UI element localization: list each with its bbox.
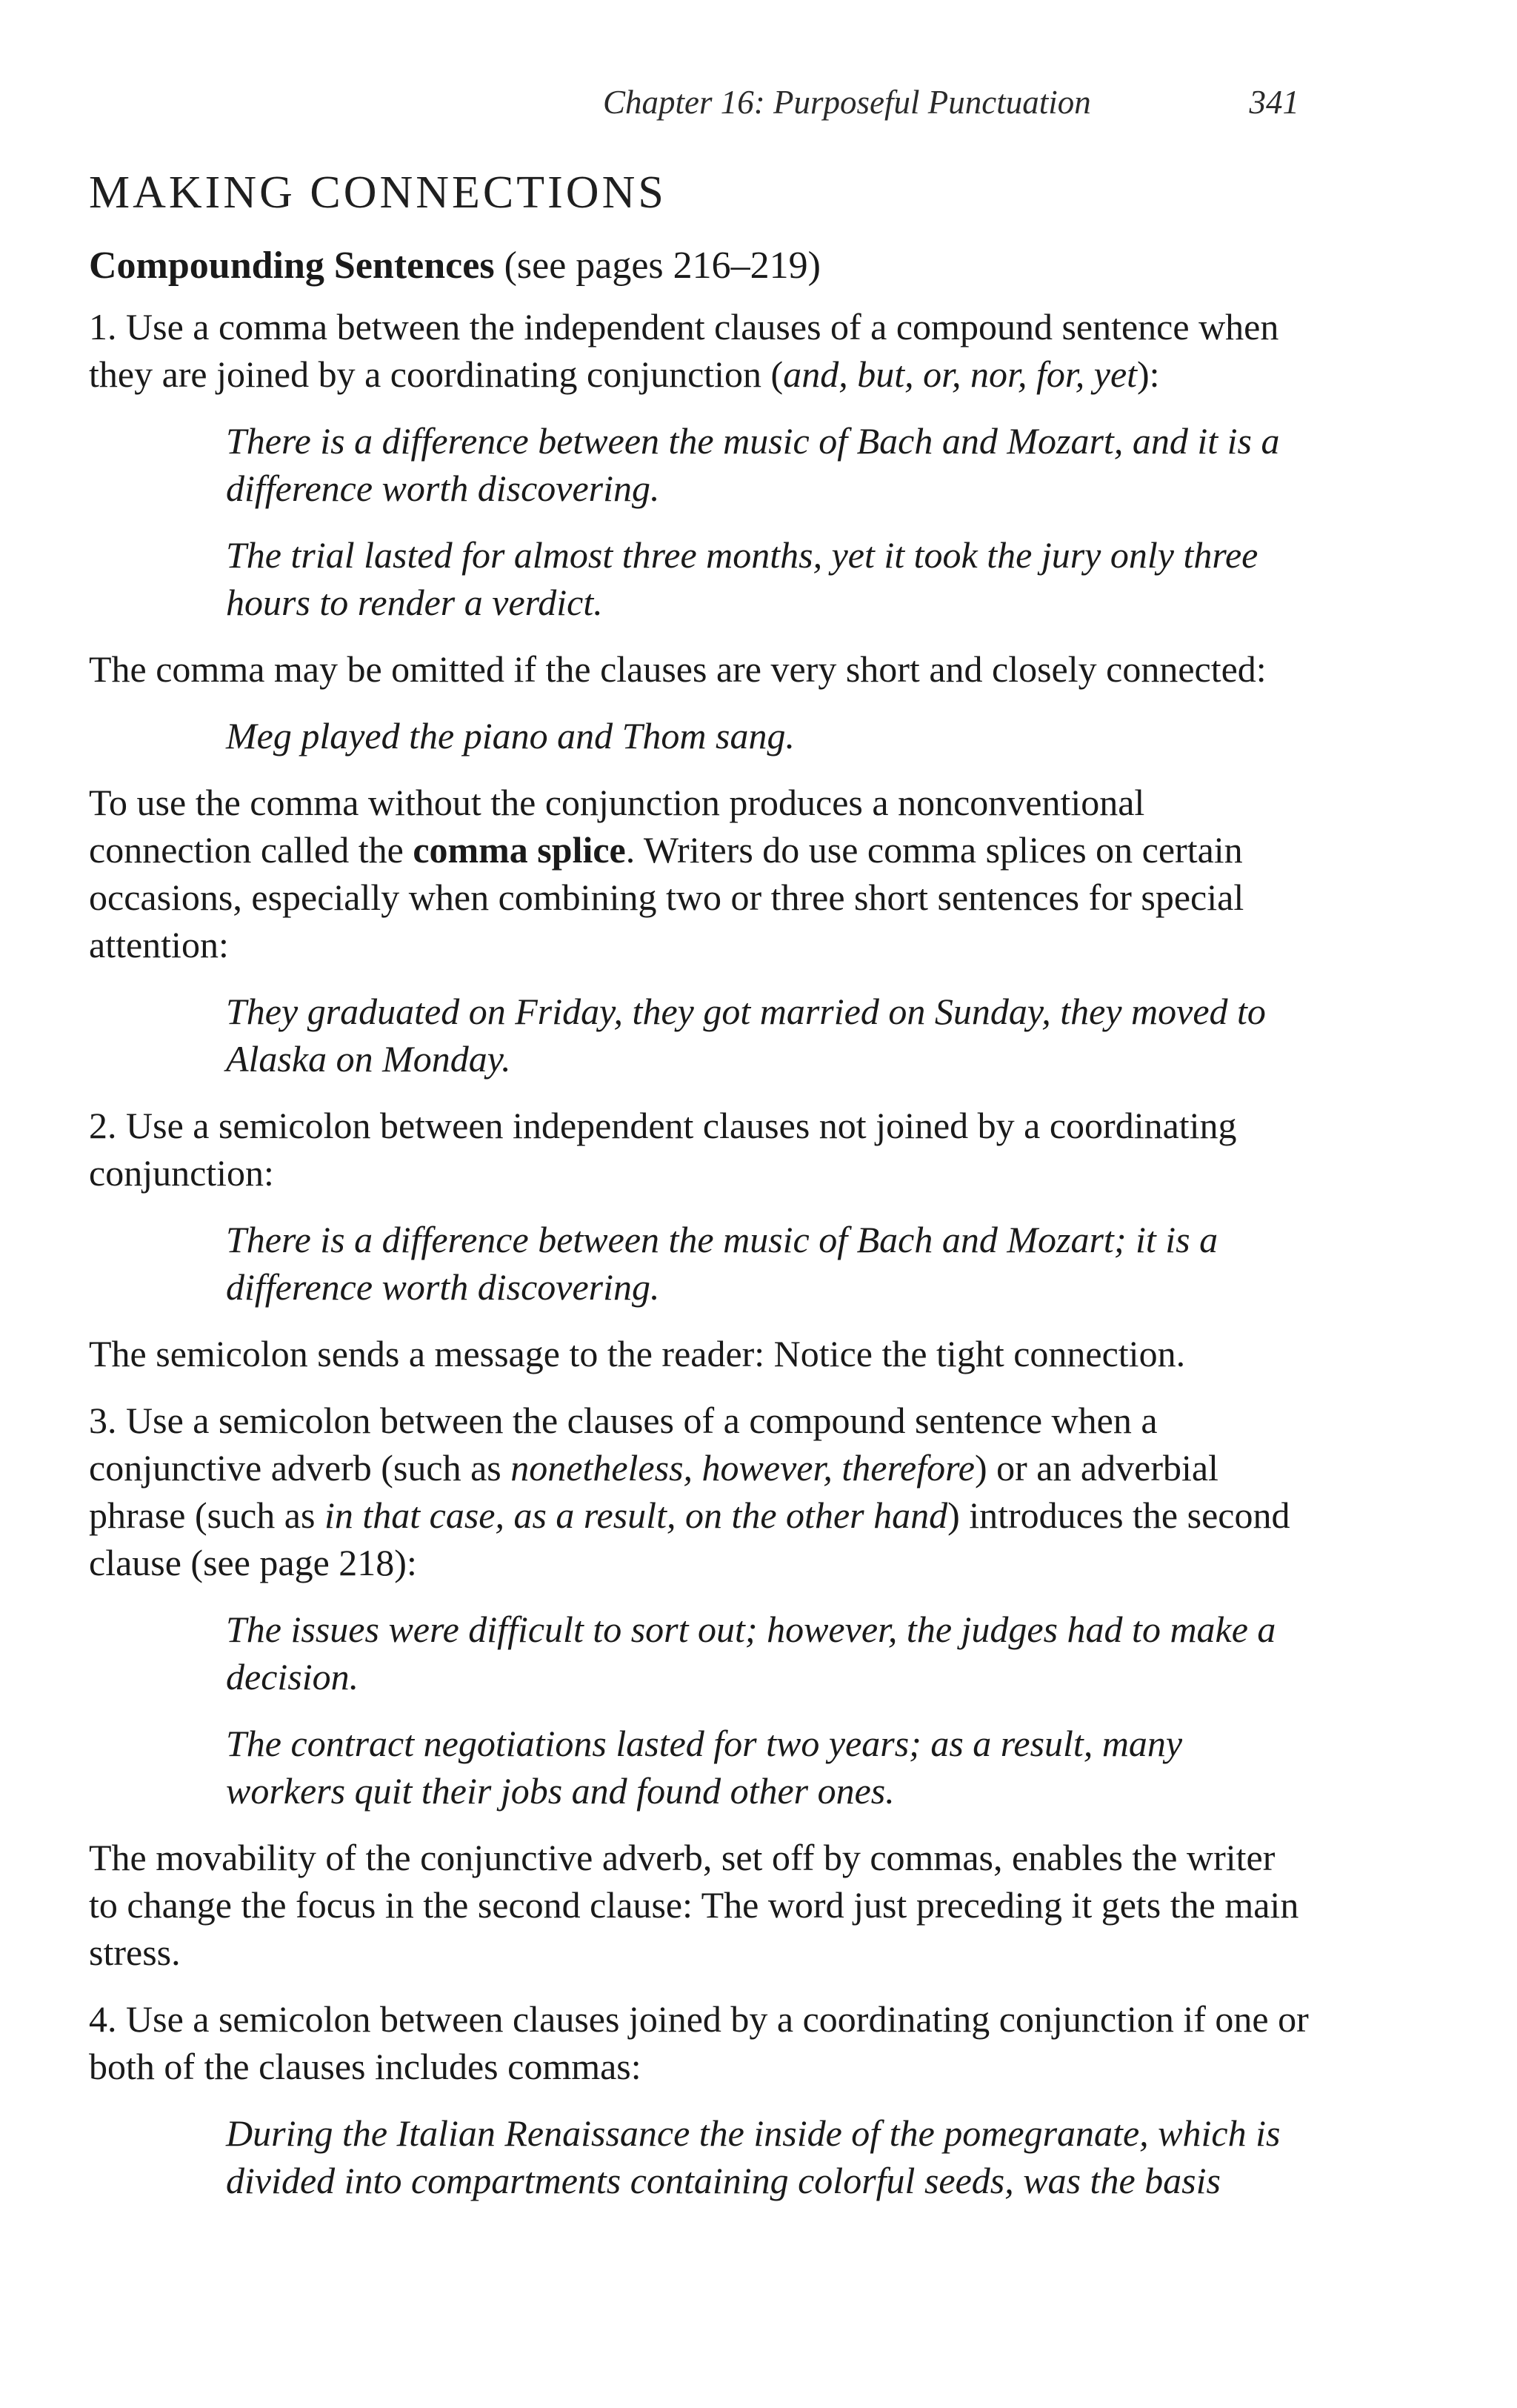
page-number: 341	[1249, 84, 1299, 121]
rule-3-phrases: in that case, as a result, on the other hand	[324, 1494, 948, 1537]
example-sentence: During the Italian Renaissance the inside of the pomegranate, which is divided into compartments containing colorful seeds, was the basis	[226, 2112, 1281, 2202]
rule-2: 2. Use a semicolon between independent clauses not joined by a coordinating conjunction:	[89, 1105, 1237, 1194]
rule-3	[89, 1397, 1311, 1586]
rule-1-conjunctions: and, but, or, nor, for, yet	[783, 353, 1138, 396]
section-title: MAKING CONNECTIONS	[89, 167, 667, 218]
paragraph-omit-comma: The comma may be omitted if the clauses are very short and closely connected:	[89, 648, 1267, 691]
paragraph-movability: The movability of the conjunctive adverb, set off by commas, enables the writer to change the focus in the second clause: The word just preceding it gets the main stress.	[89, 1837, 1299, 1974]
comma-splice-after: . Writers do use comma splices on certain occasions, especially when combining two or three short sentences for special attention:	[89, 829, 1244, 966]
running-head	[603, 83, 1299, 127]
paragraph-comma-splice	[89, 779, 1311, 968]
running-head-chapter: Chapter 16: Purposeful Punctuation	[603, 84, 1091, 121]
rule-3-c: ) introduces the second clause (see page 218):	[89, 1494, 1290, 1584]
subsection-heading	[89, 242, 1311, 290]
example-sentence: They graduated on Friday, they got married on Sunday, they moved to Alaska on Monday.	[226, 991, 1266, 1080]
rule-4: 4. Use a semicolon between clauses joined by a coordinating conjunction if one or both of the clauses includes commas:	[89, 1998, 1309, 2088]
comma-splice-term: comma splice	[413, 829, 626, 871]
example-sentence: The trial lasted for almost three months, yet it took the jury only three hours to render a verdict.	[226, 534, 1258, 624]
example-sentence: The issues were difficult to sort out; however, the judges had to make a decision.	[226, 1609, 1276, 1698]
rule-1-lead: 1. Use a comma between the independent clauses of a compound sentence when they are joined by a coordinating conjunction (	[89, 306, 1279, 396]
comma-splice-before: To use the comma without the conjunction produces a nonconventional connection called the	[89, 782, 1145, 871]
example-sentence: There is a difference between the music of Bach and Mozart; it is a difference worth discovering.	[226, 1219, 1218, 1308]
rule-1	[89, 303, 1311, 398]
rule-1-tail: ):	[1137, 353, 1160, 396]
subsection-title: Compounding Sentences	[89, 245, 495, 287]
example-sentence: There is a difference between the music of Bach and Mozart, and it is a difference worth discovering.	[226, 420, 1280, 510]
rule-3-a: 3. Use a semicolon between the clauses of a compound sentence when a conjunctive adverb (such as	[89, 1400, 1158, 1489]
subsection-pages-ref: (see pages 216–219)	[504, 245, 821, 287]
paragraph-semicolon-message: The semicolon sends a message to the reader: Notice the tight connection.	[89, 1333, 1186, 1375]
example-sentence: Meg played the piano and Thom sang.	[226, 715, 795, 757]
rule-3-adverbs: nonetheless, however, therefore	[510, 1447, 975, 1489]
page-content	[89, 167, 1311, 2224]
rule-3-b: ) or an adverbial phrase (such as	[89, 1447, 1218, 1537]
example-sentence: The contract negotiations lasted for two years; as a result, many workers quit their jobs and found other ones.	[226, 1723, 1183, 1812]
